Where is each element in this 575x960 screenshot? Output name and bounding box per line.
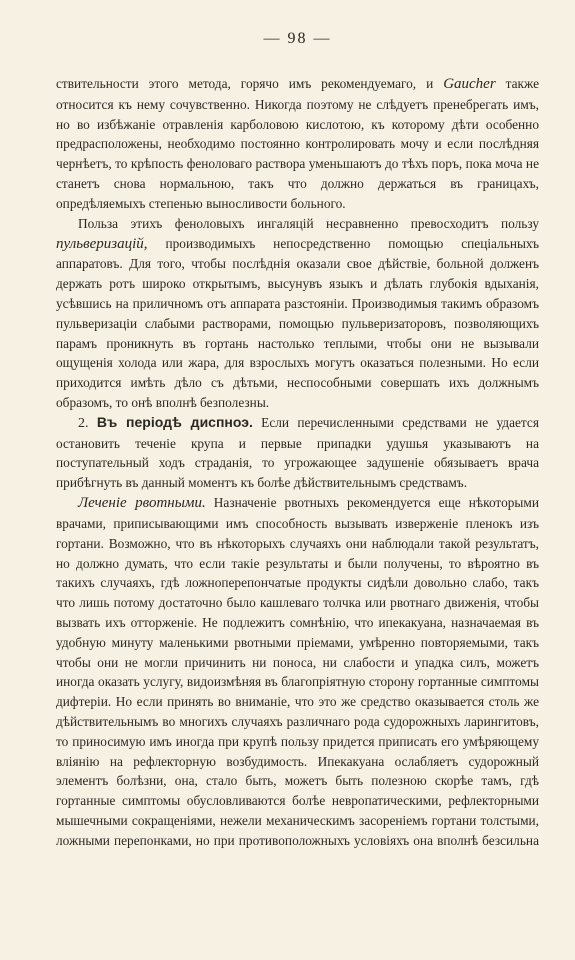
- paragraph-text: Назначеніе рвотныхъ рекомендуется еще нѣкоторыми врачами, приписывающими имъ способность вызывать изверженіе пленокъ изъ гортани. Возможно, что въ нѣкоторыхъ случаяхъ они наблюдали такой результатъ, но должно думать, что если такіе результаты и были получены, то вѣроятно въ такихъ случаяхъ, гдѣ ложноперепончатые продукты сидѣли довольно слабо, такъ что лишь потому достаточно было кашлеваго толчка или рвотнаго движенія, чтобы вызвать ихъ отторженіе. Не подлежитъ сомнѣнію, что ипекакуана, назначаемая въ удобную минуту маленькими рвотными пріемами, умѣренно повторяемыми, такъ чтобы они не могли причинить ни поноса, ни слабости и упадка силъ, можетъ иногда оказать услугу, видоизмѣняя въ благопріятную сторону гортанные симптомы дифтеріи. Но если принять во вниманіе, что это же средство оказывается столь же дѣйствительнымъ во многихъ случаяхъ различнаго рода судорожныхъ ларингитовъ, то приносимую имъ иногда при крупѣ пользу придется приписать его умѣряющему вліянію на рефлекторную возбудимость. Ипекакуана ослабляетъ судорожный элементъ болѣзни, она, стало быть, можетъ быть полезною скорѣе тамъ, гдѣ гортанные симптомы обусловливаются болѣе невропатическими, рефлекторными мышечными сокращеніями, нежели механическимъ засореніемъ гортани толстыми, ложными перепонками, но при противоположныхъ условіяхъ она вполнѣ безсильна: [56, 495, 539, 848]
- paragraph-dyspnea: [56, 413, 539, 493]
- body-text: [56, 74, 539, 871]
- italic-term: Леченіе рвотными.: [78, 495, 206, 512]
- paragraph-text: также относится къ нему сочувственно. Никогда поэтому не слѣдуетъ пренебрегать имъ, но во избѣжаніе отравленія карболовою кислотою, къ которому дѣти особенно предрасположены, необходимо постоянно контролировать мочу и если послѣдняя чернѣетъ, то крѣпость феноловаго раствора уменьшаютъ до тѣхъ поръ, пока моча не станетъ снова нормальною, такъ что должно держаться въ границахъ, опредѣляемыхъ степенью выносливости больного.: [56, 76, 540, 211]
- paragraph-phenol-control: [56, 74, 539, 214]
- paragraph-text: Польза этихъ феноловыхъ ингаляцій несравненно превосходитъ пользу: [78, 215, 539, 231]
- paragraph-text: Если перечисленными средствами не удается остановить теченіе крупа и первые припадки удушья указываютъ на поступательный ходъ страданія, то угрожающее задушеніе обязываетъ врача прибѣгнуть въ данный моментъ къ болѣе дѣйствительнымъ средствамъ.: [56, 414, 539, 491]
- paragraph-text: ствительности этого метода, горячо имъ рекомендуемаго, и: [56, 76, 444, 91]
- author-name: Gaucher: [443, 76, 496, 92]
- paragraph-pulverization: [56, 214, 539, 413]
- italic-term: пульверизацій,: [56, 235, 148, 252]
- section-heading: Въ періодѣ диспноэ.: [96, 413, 253, 430]
- paragraph-text: производимыхъ непосредственно помощью спеціальныхъ аппаратовъ. Для того, чтобы послѣднія оказали свое дѣйствіе, больной долженъ держать ротъ широко открытымъ, высунувъ языкъ и дѣлать глубокія вдыханія, усѣвшись на приличномъ отъ аппарата разстояніи. Производимыя такимъ образомъ пульверизаціи слабыми растворами, помощью пульверизаторовъ, позволяющихъ парамъ проникнуть въ гортань настолько теплыми, чтобы они не вызывали ощущенія холода или жара, для взрослыхъ могутъ оказаться полезными. Но если приходится имѣть дѣло съ дѣтьми, неспособными совершать ихъ должнымъ образомъ, то онѣ вполнѣ безполезны.: [56, 235, 539, 410]
- section-number: 2.: [78, 415, 89, 431]
- page-number: — 98 —: [263, 30, 332, 47]
- paragraph-emetics: [56, 493, 539, 870]
